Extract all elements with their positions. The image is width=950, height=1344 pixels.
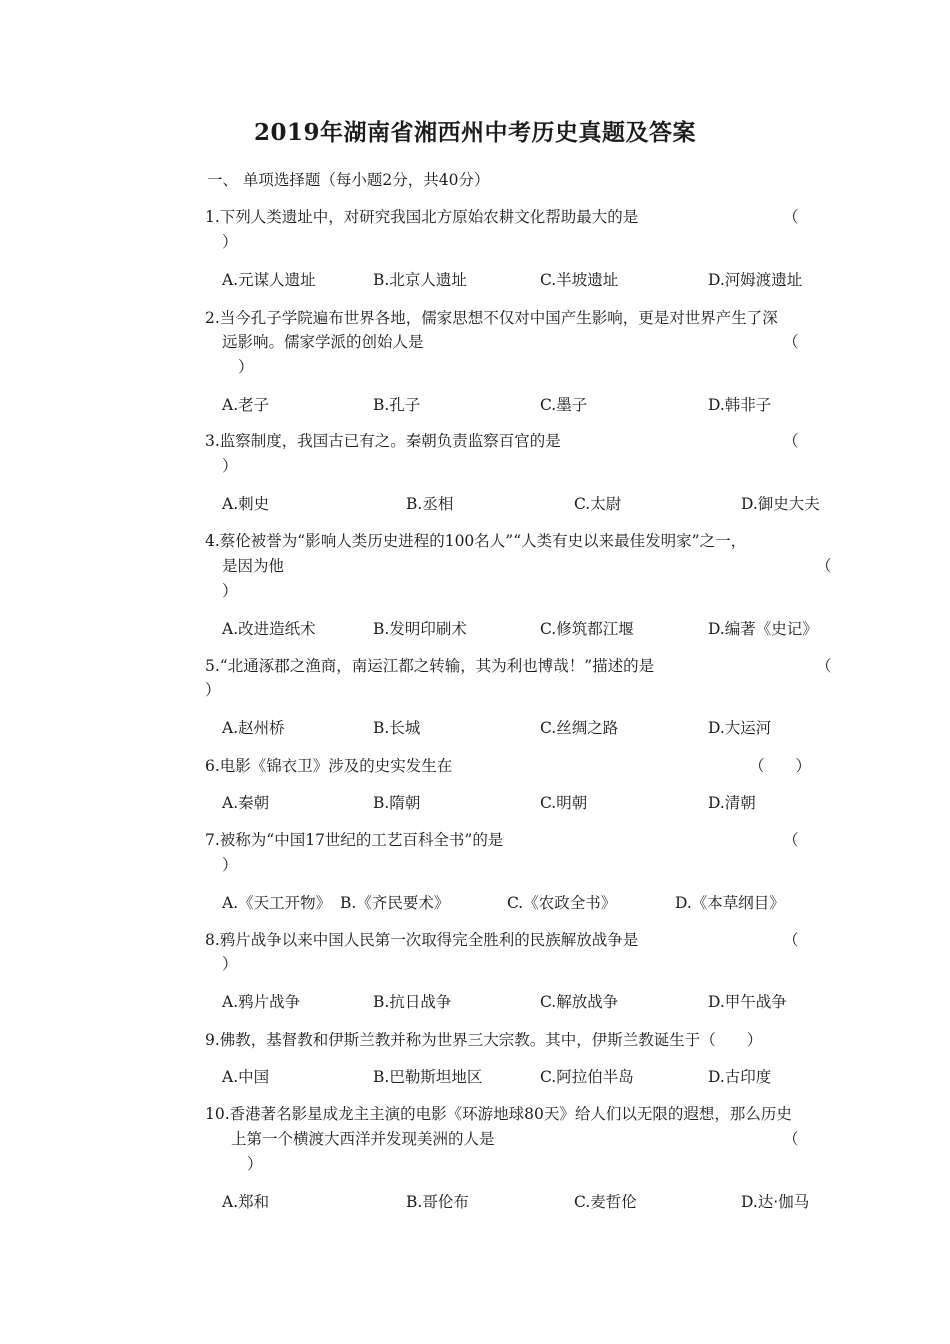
question-text: 8.鸦片战争以来中国人民第一次取得完全胜利的民族解放战争是: [205, 931, 639, 949]
answer-paren-open: （: [783, 931, 799, 949]
option-b: B.孔子: [373, 396, 421, 414]
answer-paren-open: （: [816, 557, 832, 575]
option-a: A.中国: [222, 1068, 270, 1086]
answer-paren-open: （: [783, 432, 799, 450]
option-d: D.御史大夫: [741, 495, 820, 513]
question-text-cont: 远影响。儒家学派的创始人是: [222, 333, 424, 351]
document-title: 2019年湖南省湘西州中考历史真题及答案: [253, 119, 696, 146]
option-c: C.阿拉伯半岛: [540, 1068, 634, 1086]
question-text-cont: 是因为他: [222, 557, 285, 575]
option-b: B.巴勒斯坦地区: [373, 1068, 483, 1086]
option-d: D.河姆渡遗址: [708, 271, 803, 289]
option-c: C.墨子: [540, 396, 588, 414]
option-d: D.韩非子: [708, 396, 772, 414]
option-d: D.《本草纲目》: [675, 894, 785, 912]
option-c: C.明朝: [540, 794, 588, 812]
question-text: 7.被称为“中国17世纪的工艺百科全书”的是: [205, 831, 504, 849]
section-heading: 一、 单项选择题（每小题2分，共40分）: [207, 171, 490, 189]
question-text: 5.“北通涿郡之渔商，南运江都之转输，其为利也博哉！”描述的是: [205, 657, 655, 675]
answer-paren-close: ）: [238, 358, 254, 376]
option-d: D.达·伽马: [741, 1193, 810, 1211]
answer-paren-open: （: [783, 831, 799, 849]
option-a: A.秦朝: [222, 794, 270, 812]
answer-paren-open: （: [783, 333, 799, 351]
question-text: 10.香港著名影星成龙主主演的电影《环游地球80天》给人们以无限的遐想，那么历史: [205, 1105, 792, 1123]
question-text: 1.下列人类遗址中，对研究我国北方原始农耕文化帮助最大的是: [205, 208, 639, 226]
question-text: 4.蔡伦被誉为“影响人类历史进程的100名人”“人类有史以来最佳发明家”之一，: [205, 532, 747, 550]
option-c: C.《农政全书》: [507, 894, 617, 912]
answer-paren-close: ）: [222, 233, 238, 251]
question-text: 3.监察制度，我国古已有之。秦朝负责监察百官的是: [205, 432, 561, 450]
option-a: A.老子: [222, 396, 270, 414]
option-b: B.抗日战争: [373, 993, 452, 1011]
option-b: B.哥伦布: [406, 1193, 469, 1211]
option-a: A.鸦片战争: [222, 993, 301, 1011]
option-b: B.隋朝: [373, 794, 421, 812]
answer-paren-close: ）: [247, 1155, 263, 1173]
answer-paren-close: ）: [222, 582, 238, 600]
answer-paren-close: ）: [222, 856, 238, 874]
answer-paren-close: ）: [222, 457, 238, 475]
answer-paren-open: （: [783, 208, 799, 226]
option-d: D.大运河: [708, 719, 772, 737]
option-a: A.元谋人遗址: [222, 271, 316, 289]
question-text: 6.电影《锦衣卫》涉及的史实发生在: [205, 757, 453, 775]
option-d: D.甲午战争: [708, 993, 787, 1011]
option-b: B.长城: [373, 719, 421, 737]
question-text: 9.佛教，基督教和伊斯兰教并称为世界三大宗教。其中，伊斯兰教诞生于（ ）: [205, 1031, 763, 1049]
answer-paren-open: （: [783, 1130, 799, 1148]
option-d: D.编著《史记》: [708, 620, 818, 638]
option-c: C.修筑都江堰: [540, 620, 634, 638]
option-c: C.麦哲伦: [574, 1193, 637, 1211]
option-a: A.改进造纸术: [222, 620, 316, 638]
question-text: 2.当今孔子学院遍布世界各地，儒家思想不仅对中国产生影响，更是对世界产生了深: [205, 309, 778, 327]
answer-paren: （ ）: [749, 757, 812, 775]
option-a: A.《天工开物》: [222, 894, 332, 912]
option-d: D.古印度: [708, 1068, 772, 1086]
option-c: C.丝绸之路: [540, 719, 619, 737]
option-b: B.发明印刷术: [373, 620, 467, 638]
option-d: D.清朝: [708, 794, 756, 812]
option-b: B.丞相: [406, 495, 454, 513]
answer-paren-close: ）: [205, 681, 221, 699]
option-b: B.北京人遗址: [373, 271, 467, 289]
option-a: A.赵州桥: [222, 719, 285, 737]
option-a: A.郑和: [222, 1193, 270, 1211]
answer-paren-open: （: [816, 657, 832, 675]
question-text-cont: 上第一个横渡大西洋并发现美洲的人是: [231, 1130, 495, 1148]
option-c: C.太尉: [574, 495, 622, 513]
option-b: B.《齐民要术》: [340, 894, 450, 912]
option-a: A.刺史: [222, 495, 270, 513]
option-c: C.解放战争: [540, 993, 619, 1011]
option-c: C.半坡遗址: [540, 271, 619, 289]
answer-paren-close: ）: [222, 955, 238, 973]
